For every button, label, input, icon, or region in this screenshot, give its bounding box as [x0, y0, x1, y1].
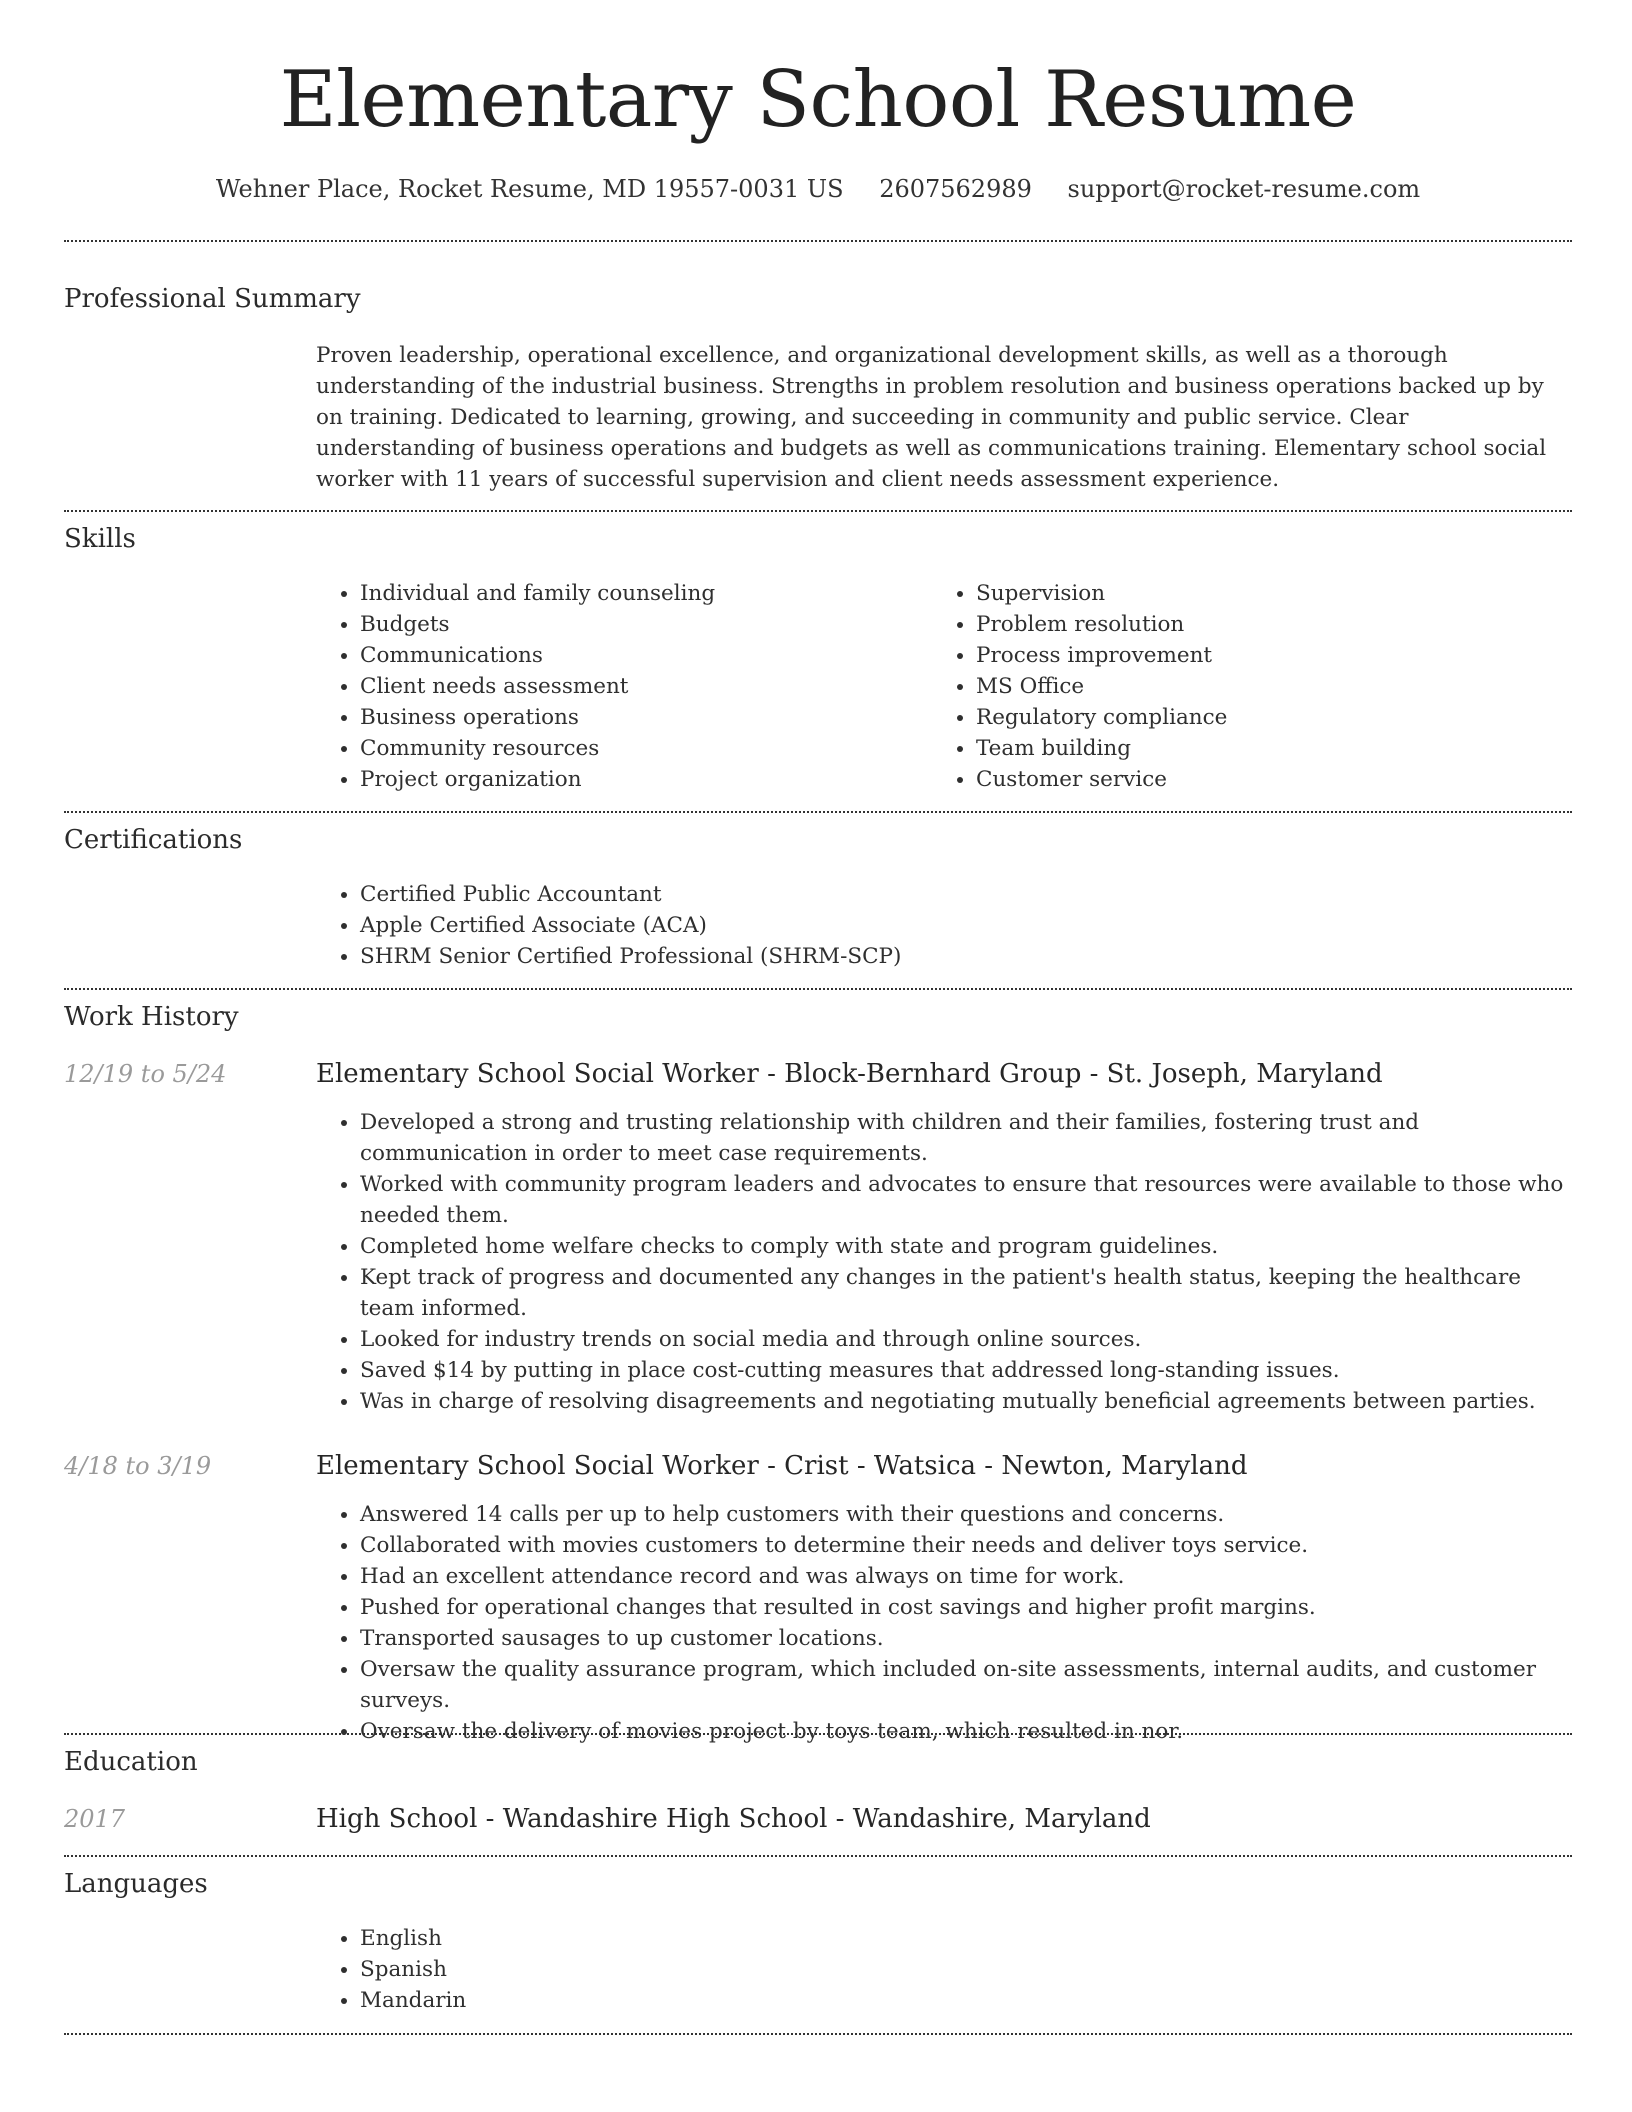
certifications-heading: Certifications — [64, 825, 243, 855]
job-dates: 4/18 to 3/19 — [64, 1452, 212, 1480]
job-bullet: • Saved $14 by putting in place cost-cutting measures that addressed long-standing issues. — [360, 1355, 1566, 1386]
skill-item: • Regulatory compliance — [976, 702, 1532, 733]
job-title: Elementary School Social Worker - Crist - Watsica - Newton, Maryland — [316, 1451, 1248, 1481]
section-divider — [64, 510, 1572, 512]
job-bullet: • Kept track of progress and documented any changes in the patient's health status, keeping the healthcare team informed. — [360, 1262, 1566, 1324]
job-bullet: • Had an excellent attendance record and was always on time for work. — [360, 1561, 1566, 1592]
job-bullet: • Worked with community program leaders and advocates to ensure that resources were available to those who needed them. — [360, 1169, 1566, 1231]
languages-heading: Languages — [64, 1869, 208, 1899]
contact-address: Wehner Place, Rocket Resume, MD 19557-0031 US — [215, 175, 844, 203]
job-bullet: • Completed home welfare checks to comply with state and program guidelines. — [360, 1231, 1566, 1262]
skills-column-right — [932, 578, 1532, 795]
certifications-section — [316, 879, 1566, 972]
summary-text: Proven leadership, operational excellence, and organizational development skills, as well as a thorough understanding of the industrial business. Strengths in problem resolution and business operations backed up by on training. Dedicated to learning, growing, and succeeding in community and public service. Clear understanding of business operations and budgets as well as communications training. Elementary school social worker with 11 years of successful supervision and client needs assessment experience. — [316, 343, 1547, 492]
language-item: • Mandarin — [360, 1985, 1566, 2016]
language-item: • English — [360, 1923, 1566, 1954]
skill-item: • MS Office — [976, 671, 1532, 702]
job-bullet: • Collaborated with movies customers to determine their needs and deliver toys service. — [360, 1530, 1566, 1561]
job-bullet: • Oversaw the quality assurance program, which included on-site assessments, internal audits, and customer surveys. — [360, 1654, 1566, 1716]
job-title: Elementary School Social Worker - Block-Bernhard Group - St. Joseph, Maryland — [316, 1059, 1383, 1089]
skill-item: • Supervision — [976, 578, 1532, 609]
skills-heading: Skills — [64, 524, 136, 554]
education-year: 2017 — [64, 1805, 126, 1833]
skills-column-left — [316, 578, 916, 795]
section-divider — [64, 988, 1572, 990]
job-bullets — [316, 1499, 1566, 1747]
certification-item: • Apple Certified Associate (ACA) — [360, 910, 1566, 941]
job-bullets — [316, 1107, 1566, 1417]
summary-heading: Professional Summary — [64, 284, 361, 314]
skill-item: • Business operations — [360, 702, 916, 733]
section-divider — [64, 240, 1572, 242]
certification-item: • SHRM Senior Certified Professional (SHRM-SCP) — [360, 941, 1566, 972]
skill-item: • Budgets — [360, 609, 916, 640]
contact-email: support@rocket-resume.com — [1067, 175, 1421, 203]
education-heading: Education — [64, 1747, 198, 1777]
contact-line — [64, 170, 1572, 208]
work-heading: Work History — [64, 1002, 239, 1032]
job-dates: 12/19 to 5/24 — [64, 1060, 227, 1088]
skills-section — [316, 578, 1566, 798]
skill-item: • Process improvement — [976, 640, 1532, 671]
skill-item: • Customer service — [976, 764, 1532, 795]
section-divider — [64, 1855, 1572, 1857]
certification-item: • Certified Public Accountant — [360, 879, 1566, 910]
skill-item: • Communications — [360, 640, 916, 671]
section-divider — [64, 1733, 1572, 1735]
languages-section — [316, 1923, 1566, 2016]
job-bullet: • Looked for industry trends on social media and through online sources. — [360, 1324, 1566, 1355]
job-bullet: • Answered 14 calls per up to help customers with their questions and concerns. — [360, 1499, 1566, 1530]
job-bullet: • Developed a strong and trusting relationship with children and their families, fostering trust and communication in order to meet case requirements. — [360, 1107, 1566, 1169]
skill-item: • Client needs assessment — [360, 671, 916, 702]
language-item: • Spanish — [360, 1954, 1566, 1985]
summary-section — [316, 340, 1566, 495]
resume-title: Elementary School Resume — [279, 55, 1357, 145]
skill-item: • Team building — [976, 733, 1532, 764]
skill-item: • Problem resolution — [976, 609, 1532, 640]
section-divider — [64, 811, 1572, 813]
skill-item: • Community resources — [360, 733, 916, 764]
section-divider — [64, 2033, 1572, 2035]
job-bullet: • Transported sausages to up customer locations. — [360, 1623, 1566, 1654]
contact-phone: 2607562989 — [879, 175, 1032, 203]
job-bullet: • Was in charge of resolving disagreements and negotiating mutually beneficial agreements between parties. — [360, 1386, 1566, 1417]
education-entry: High School - Wandashire High School - Wandashire, Maryland — [316, 1804, 1151, 1834]
skill-item: • Project organization — [360, 764, 916, 795]
job-bullet: • Oversaw the delivery of movies project by toys team, which resulted in nor. — [360, 1716, 1566, 1747]
skill-item: • Individual and family counseling — [360, 578, 916, 609]
job-bullet: • Pushed for operational changes that resulted in cost savings and higher profit margins. — [360, 1592, 1566, 1623]
